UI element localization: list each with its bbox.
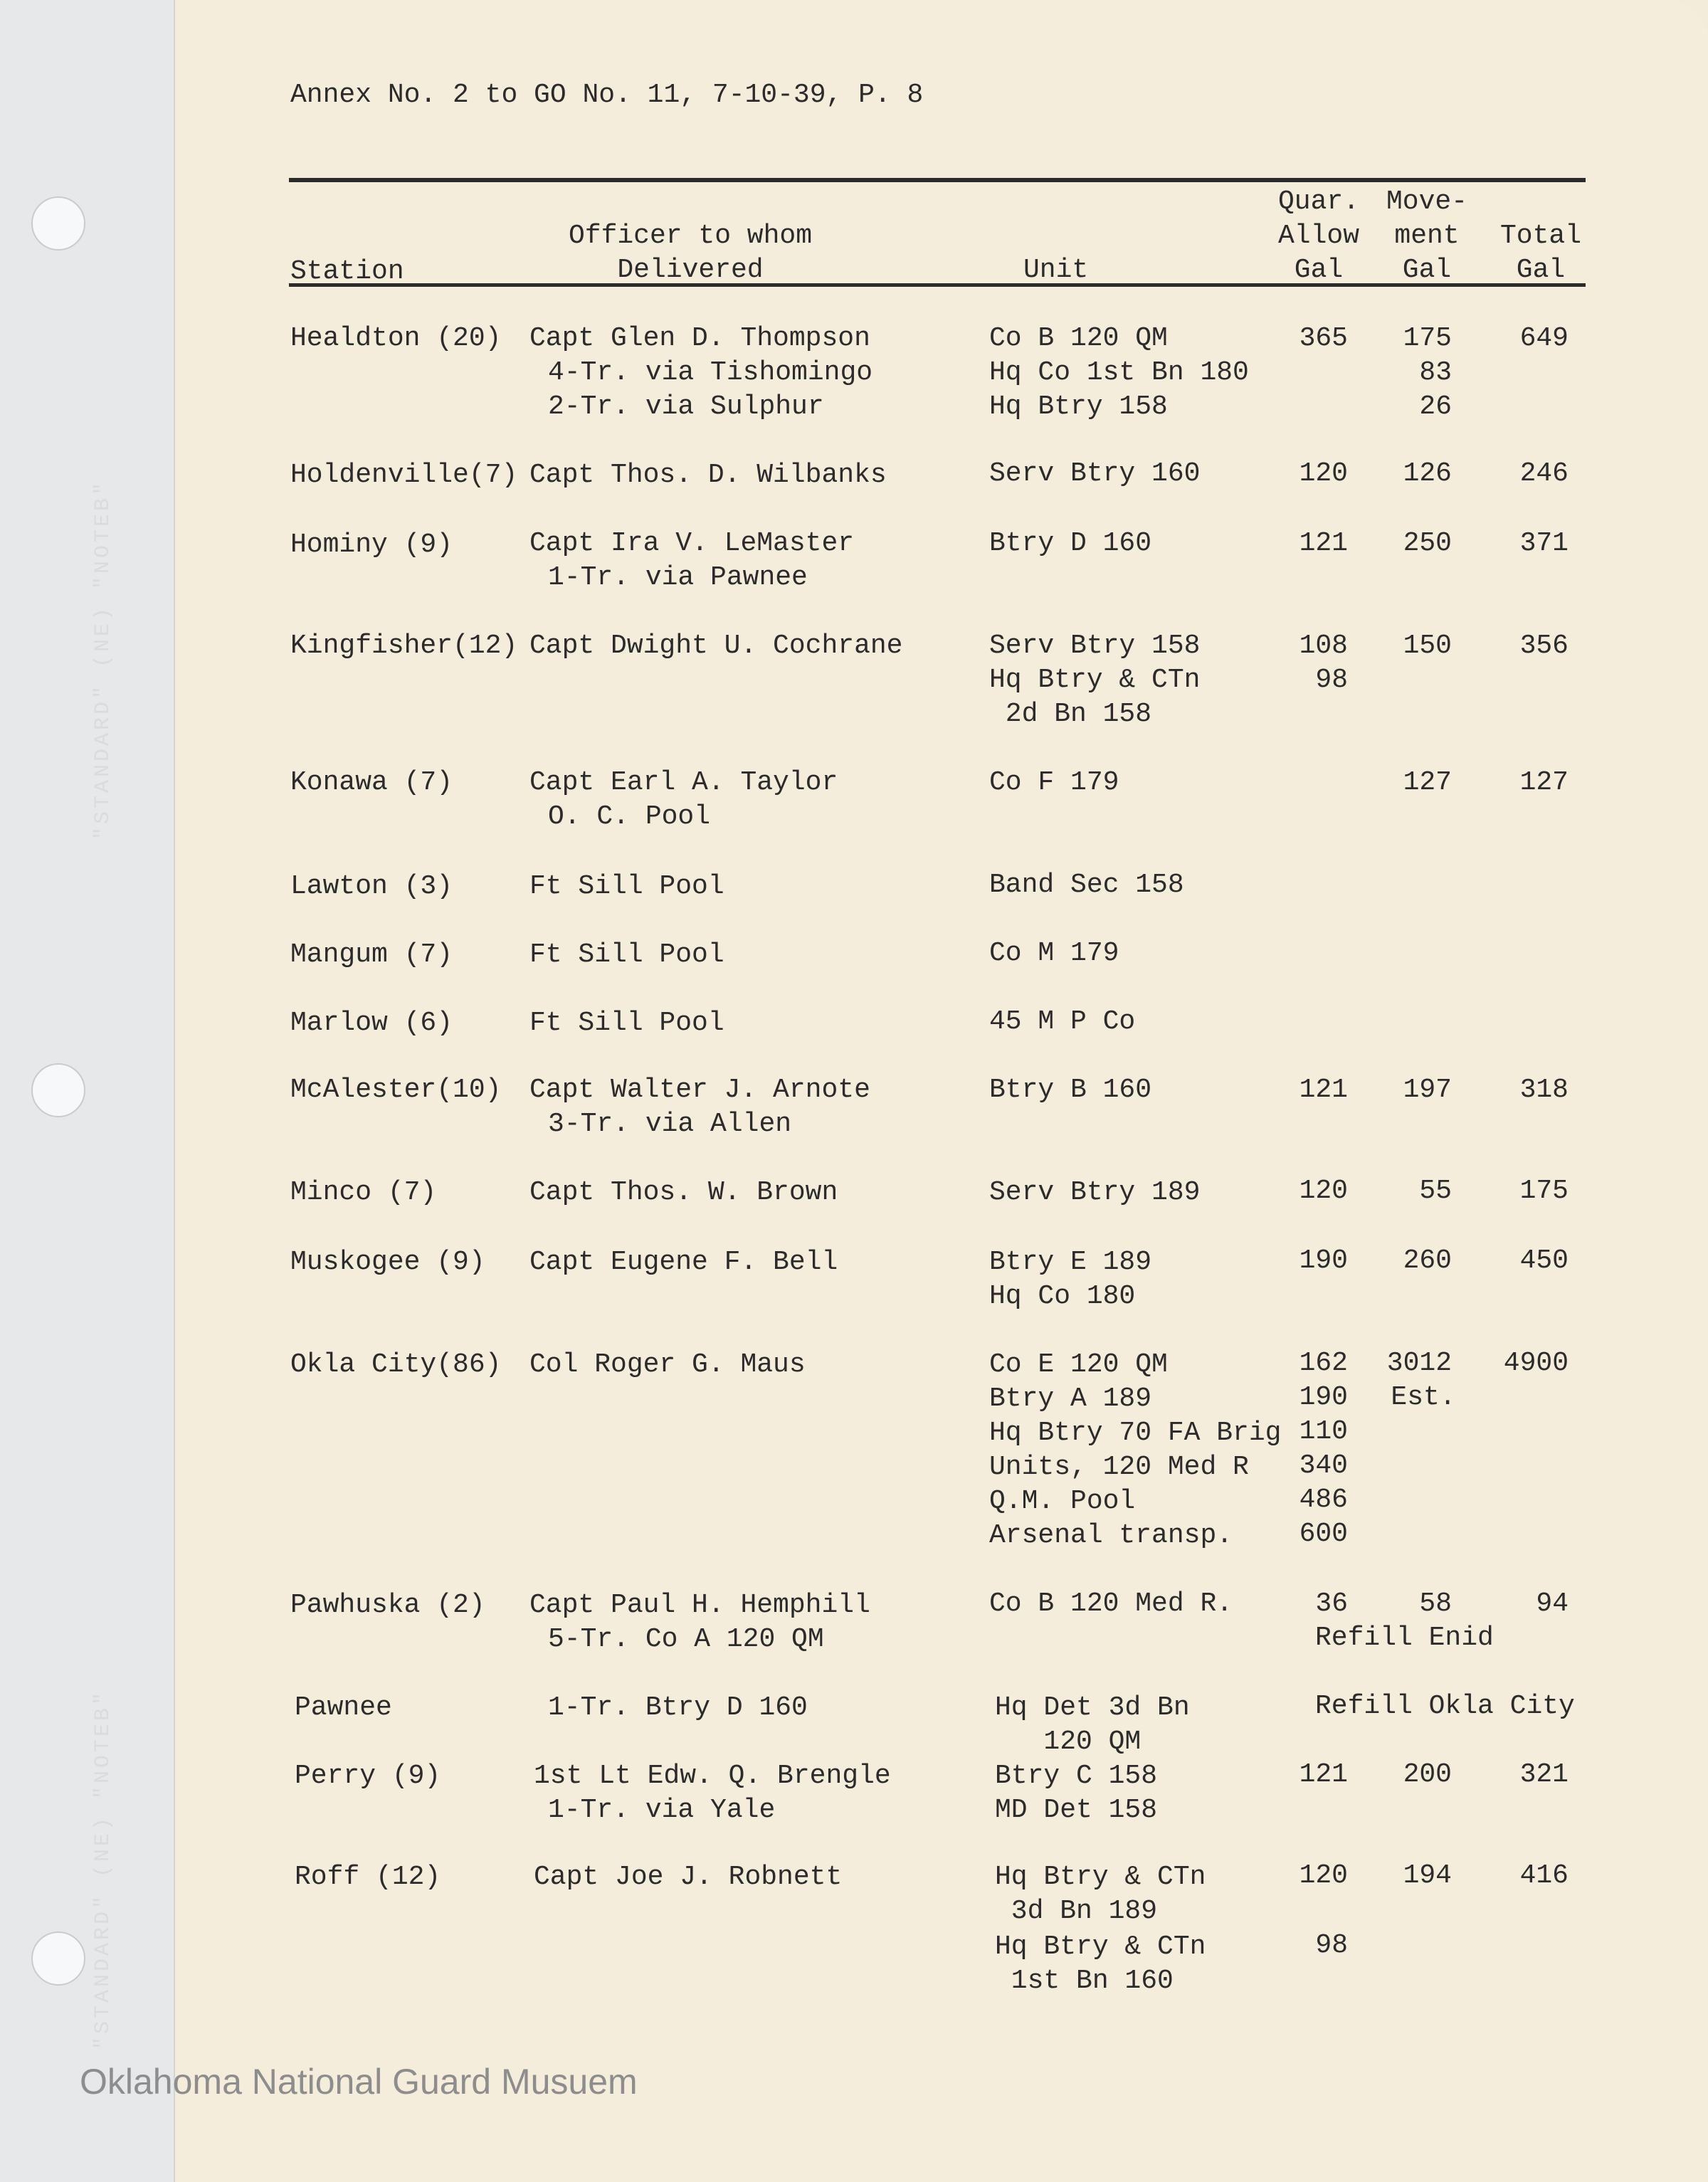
officer-cell: Ft Sill Pool [529, 939, 724, 970]
refill-note: Refill Enid [1315, 1623, 1494, 1653]
unit-cell: Hq Btry & CTn [989, 665, 1201, 695]
unit-cell: MD Det 158 [995, 1795, 1158, 1825]
movement-cell: 200 [1403, 1759, 1452, 1790]
officer-cell: 2-Tr. via Sulphur [548, 391, 824, 422]
refill-note: Refill Okla City [1315, 1691, 1575, 1722]
unit-cell: Btry D 160 [989, 528, 1152, 559]
officer-cell: Capt Thos. W. Brown [529, 1177, 838, 1208]
quar-cell: 98 [1315, 665, 1348, 695]
total-cell: 371 [1519, 528, 1569, 559]
quar-cell: 190 [1299, 1382, 1348, 1413]
movement-cell: 260 [1403, 1245, 1452, 1276]
movement-cell: 58 [1419, 1588, 1452, 1619]
officer-cell: 1st Lt Edw. Q. Brengle [534, 1761, 891, 1791]
station-cell: Muskogee (9) [290, 1247, 485, 1277]
col-header-movement: Move- [1386, 186, 1468, 217]
unit-cell: Co B 120 QM [989, 323, 1168, 354]
document-header: Annex No. 2 to GO No. 11, 7-10-39, P. 8 [290, 80, 924, 110]
unit-cell: Hq Co 180 [989, 1281, 1136, 1312]
col-header-unit: Unit [1023, 255, 1089, 285]
movement-cell: 197 [1403, 1075, 1452, 1105]
unit-cell: Btry A 189 [989, 1383, 1152, 1414]
station-cell: Mangum (7) [290, 939, 453, 970]
table-top-rule [289, 178, 1586, 182]
unit-cell: Units, 120 Med R [989, 1452, 1249, 1482]
binder-imprint: "STANDARD" (NE) "NOTEB" [91, 479, 115, 840]
quar-cell: 121 [1299, 1075, 1348, 1105]
col-header-station: Station [290, 256, 404, 287]
quar-cell: 121 [1299, 1759, 1348, 1790]
officer-cell: Capt Eugene F. Bell [529, 1247, 838, 1277]
station-cell: Minco (7) [290, 1177, 437, 1208]
station-cell: Holdenville(7) [290, 460, 518, 490]
unit-cell: 120 QM [995, 1727, 1142, 1757]
station-cell: Lawton (3) [290, 871, 453, 902]
quar-cell: 340 [1299, 1450, 1348, 1481]
quar-cell: 365 [1299, 323, 1348, 354]
officer-cell: Capt Dwight U. Cochrane [529, 631, 903, 661]
officer-cell: O. C. Pool [548, 801, 711, 832]
total-cell: 321 [1519, 1759, 1569, 1790]
total-cell: 318 [1519, 1075, 1569, 1105]
col-header-quar: Allow [1277, 221, 1360, 251]
binder-imprint: "STANDARD" (NE) "NOTEB" [91, 1689, 115, 2050]
total-cell: 649 [1519, 323, 1569, 354]
station-cell: Roff (12) [295, 1862, 441, 1892]
unit-cell: Btry B 160 [989, 1075, 1152, 1105]
station-cell: Kingfisher(12) [290, 631, 518, 661]
officer-cell: Ft Sill Pool [529, 1008, 724, 1038]
quar-cell: 121 [1299, 528, 1348, 559]
quar-cell: 110 [1299, 1416, 1348, 1447]
unit-cell: Hq Btry & CTn [995, 1862, 1206, 1892]
officer-cell: Ft Sill Pool [529, 871, 724, 902]
col-header-quar: Quar. [1277, 186, 1360, 217]
officer-cell: 1-Tr. via Yale [548, 1795, 776, 1825]
unit-cell: Hq Det 3d Bn [995, 1692, 1190, 1723]
unit-cell: Serv Btry 189 [989, 1177, 1201, 1208]
total-cell: 416 [1519, 1860, 1569, 1891]
officer-cell: Capt Thos. D. Wilbanks [529, 460, 887, 490]
punch-hole [31, 1063, 85, 1117]
col-header-officer: Officer to whom [568, 221, 813, 251]
movement-cell: 194 [1403, 1860, 1452, 1891]
punch-hole [31, 196, 85, 251]
quar-cell: 98 [1315, 1930, 1348, 1961]
unit-cell: Hq Btry 158 [989, 391, 1168, 422]
station-cell: Perry (9) [295, 1761, 441, 1791]
binder-strip [0, 0, 175, 2182]
station-cell: Konawa (7) [290, 767, 453, 798]
quar-cell: 36 [1315, 1588, 1348, 1619]
officer-cell: Capt Glen D. Thompson [529, 323, 870, 354]
officer-cell: Capt Ira V. LeMaster [529, 528, 855, 559]
officer-cell: 3-Tr. via Allen [548, 1109, 792, 1139]
station-cell: Marlow (6) [290, 1008, 453, 1038]
movement-cell: 55 [1419, 1176, 1452, 1206]
station-cell: McAlester(10) [290, 1075, 502, 1105]
movement-cell: 26 [1419, 391, 1452, 422]
total-cell: 4900 [1503, 1348, 1569, 1379]
unit-cell: Serv Btry 160 [989, 458, 1201, 489]
unit-cell: Hq Co 1st Bn 180 [989, 357, 1249, 388]
unit-cell: 2d Bn 158 [989, 699, 1152, 729]
unit-cell: Btry E 189 [989, 1247, 1152, 1277]
movement-cell: 83 [1419, 357, 1452, 388]
station-cell: Okla City(86) [290, 1349, 502, 1380]
movement-cell: 175 [1403, 323, 1452, 354]
movement-cell: 126 [1403, 458, 1452, 489]
station-cell: Pawhuska (2) [290, 1590, 485, 1620]
total-cell: 356 [1519, 631, 1569, 661]
unit-cell: Hq Btry & CTn [995, 1931, 1206, 1962]
col-header-total: Gal [1516, 255, 1566, 285]
unit-cell: Co B 120 Med R. [989, 1588, 1233, 1619]
punch-hole [31, 1931, 85, 1986]
officer-cell: Capt Joe J. Robnett [534, 1862, 843, 1892]
officer-cell: 1-Tr. via Pawnee [548, 562, 808, 593]
unit-cell: Co M 179 [989, 938, 1119, 969]
quar-cell: 108 [1299, 631, 1348, 661]
museum-watermark: Oklahoma National Guard Musuem [80, 2062, 638, 2102]
total-cell: 127 [1519, 767, 1569, 798]
station-cell: Hominy (9) [290, 529, 453, 560]
quar-cell: 120 [1299, 1176, 1348, 1206]
quar-cell: 162 [1299, 1348, 1348, 1379]
movement-cell: 3012 [1386, 1348, 1452, 1379]
unit-cell: Co F 179 [989, 767, 1119, 798]
unit-cell: Co E 120 QM [989, 1349, 1168, 1380]
officer-cell: Capt Walter J. Arnote [529, 1075, 870, 1105]
col-header-movement: Gal [1402, 255, 1452, 285]
officer-cell: 1-Tr. Btry D 160 [548, 1692, 808, 1723]
total-cell: 94 [1536, 1588, 1569, 1619]
unit-cell: Arsenal transp. [989, 1520, 1233, 1551]
unit-cell: 1st Bn 160 [995, 1966, 1174, 1996]
station-cell: Pawnee [295, 1692, 392, 1723]
station-cell: Healdton (20) [290, 323, 502, 354]
movement-cell: 127 [1403, 767, 1452, 798]
quar-cell: 120 [1299, 1860, 1348, 1891]
unit-cell: 3d Bn 189 [995, 1896, 1158, 1927]
unit-cell: Hq Btry 70 FA Brig [989, 1418, 1282, 1448]
quar-cell: 486 [1299, 1485, 1348, 1515]
officer-cell: Capt Paul H. Hemphill [529, 1590, 870, 1620]
col-header-quar: Gal [1294, 255, 1344, 285]
officer-cell: Capt Earl A. Taylor [529, 767, 838, 798]
col-header-movement: ment [1394, 221, 1460, 251]
movement-cell: 250 [1403, 528, 1452, 559]
movement-estimate-note: Est. [1391, 1382, 1456, 1413]
officer-cell: 5-Tr. Co A 120 QM [548, 1624, 824, 1655]
unit-cell: Q.M. Pool [989, 1486, 1136, 1517]
officer-cell: 4-Tr. via Tishomingo [548, 357, 873, 388]
unit-cell: 45 M P Co [989, 1006, 1136, 1037]
total-cell: 450 [1519, 1245, 1569, 1276]
quar-cell: 600 [1299, 1519, 1348, 1549]
col-header-total: Total [1499, 221, 1582, 251]
total-cell: 175 [1519, 1176, 1569, 1206]
unit-cell: Serv Btry 158 [989, 631, 1201, 661]
total-cell: 246 [1519, 458, 1569, 489]
officer-cell: Col Roger G. Maus [529, 1349, 806, 1380]
quar-cell: 120 [1299, 458, 1348, 489]
movement-cell: 150 [1403, 631, 1452, 661]
unit-cell: Band Sec 158 [989, 870, 1184, 900]
col-header-officer: Delivered [617, 255, 764, 285]
unit-cell: Btry C 158 [995, 1761, 1158, 1791]
quar-cell: 190 [1299, 1245, 1348, 1276]
